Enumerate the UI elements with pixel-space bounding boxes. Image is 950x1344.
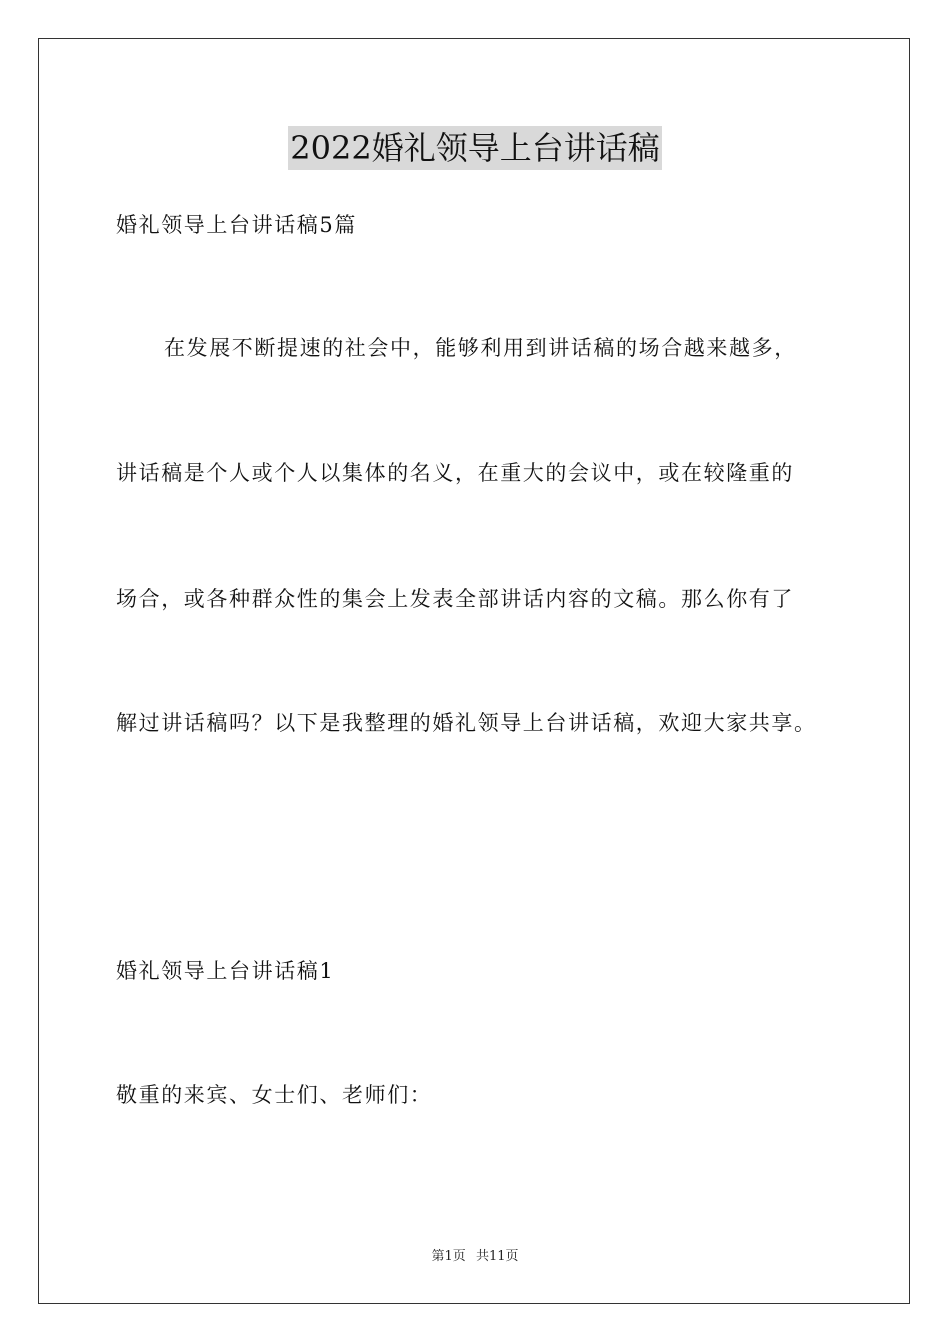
- intro-line-3: 场合，或各种群众性的集会上发表全部讲话内容的文稿。那么你有了: [116, 587, 794, 611]
- salutation: 敬重的来宾、女士们、老师们：: [116, 1083, 433, 1107]
- section-heading: 婚礼领导上台讲话稿1: [116, 959, 335, 983]
- title-container: [0, 126, 950, 170]
- intro-line-1: 在发展不断提速的社会中，能够利用到讲话稿的场合越来越多，: [164, 336, 797, 360]
- intro-line-2: 讲话稿是个人或个人以集体的名义，在重大的会议中，或在较隆重的: [116, 461, 794, 485]
- page-footer: [0, 1248, 950, 1266]
- page-number: 第1页: [431, 1249, 466, 1264]
- document-title: 2022婚礼领导上台讲话稿: [288, 126, 661, 170]
- page-total: 共11页: [475, 1249, 519, 1264]
- intro-line-4: 解过讲话稿吗？以下是我整理的婚礼领导上台讲话稿，欢迎大家共享。: [116, 711, 817, 735]
- document-subtitle: 婚礼领导上台讲话稿5篇: [116, 213, 357, 237]
